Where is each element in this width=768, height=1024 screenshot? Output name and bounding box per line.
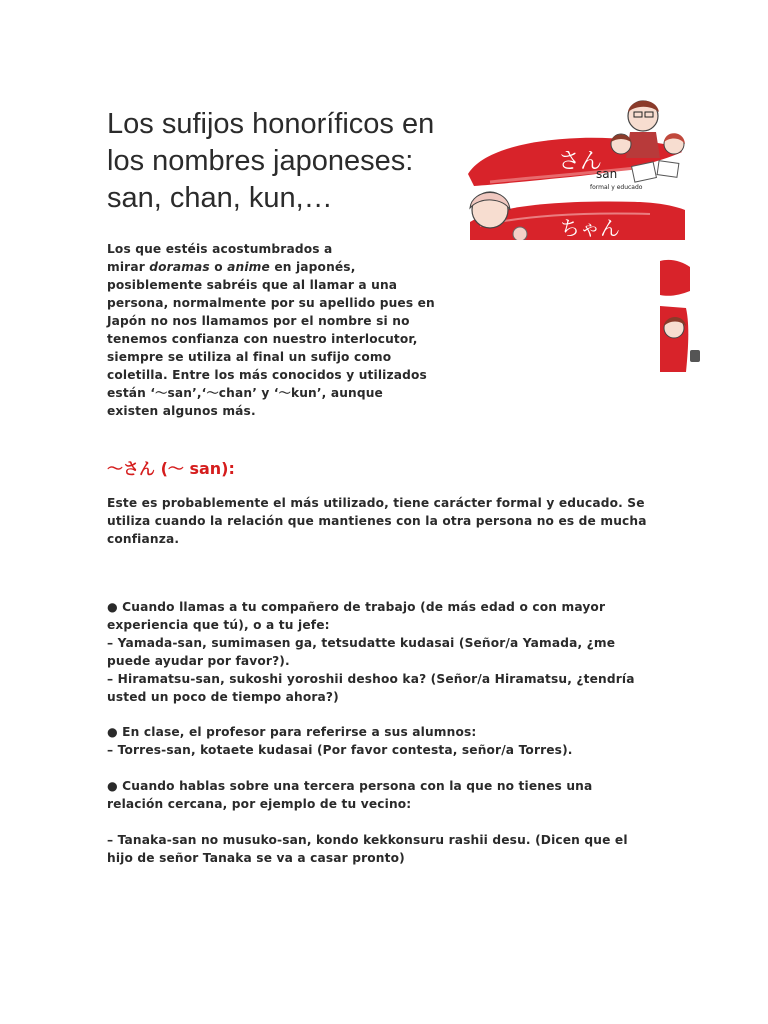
paragraph-line: relación cercana, por ejemplo de tu vecino: [107, 797, 412, 811]
title-line: Los sufijos honoríficos en [107, 108, 435, 140]
paragraph-line: puede ayudar por favor?). [107, 654, 290, 668]
intro-text: o [209, 260, 228, 274]
title-line: los nombres japoneses: [107, 145, 414, 177]
paragraph-line: – Yamada-san, sumimasen ga, tetsudatte kudasai (Señor/a Yamada, ¿me [107, 636, 616, 650]
title-line: san, chan, kun,… [107, 182, 333, 214]
paragraph-line: ● Cuando llamas a tu compañero de trabajo (de más edad o con mayor [107, 600, 606, 614]
character-fragment-illustration [660, 306, 704, 374]
intro-line: tenemos confianza con nuestro interlocutor, [107, 332, 418, 346]
paragraph-line: confianza. [107, 532, 180, 546]
intro-line: coletilla. Entre los más conocidos y utilizados [107, 368, 427, 382]
page-title [107, 106, 447, 217]
paragraph-line: ● En clase, el profesor para referirse a sus alumnos: [107, 725, 477, 739]
classroom-example-paragraph [107, 723, 667, 759]
paragraph-line: Este es probablemente el más utilizado, tiene carácter formal y educado. Se [107, 496, 645, 510]
intro-line: posiblemente sabréis que al llamar a una [107, 278, 398, 292]
romaji-san-label: san [596, 167, 618, 181]
intro-line [107, 258, 452, 276]
brush-stroke-fragment [660, 255, 692, 299]
intro-paragraph [107, 240, 452, 420]
anime-term: anime [227, 260, 270, 274]
honorifics-illustration [460, 92, 710, 240]
intro-line: siempre se utiliza al final un sufijo como [107, 350, 392, 364]
doramas-term: doramas [149, 260, 210, 274]
paragraph-line: usted un poco de tiempo ahora?) [107, 690, 339, 704]
paragraph-line: utiliza cuando la relación que mantienes con la otra persona no es de mucha [107, 514, 647, 528]
intro-line: existen algunos más. [107, 404, 256, 418]
paragraph-line: ● Cuando hablas sobre una tercera persona con la que no tienes una [107, 779, 593, 793]
paragraph-line: hijo de señor Tanaka se va a casar pronto) [107, 851, 405, 865]
paragraph-line: – Torres-san, kotaete kudasai (Por favor contesta, señor/a Torres). [107, 743, 573, 757]
intro-line: Japón no nos llamamos por el nombre si no [107, 314, 410, 328]
kana-chan-label: ちゃん [560, 216, 620, 240]
kana-san-label: さん [558, 149, 603, 174]
intro-line: persona, normalmente por su apellido pues en [107, 296, 435, 310]
intro-line: Los que estéis acostumbrados a [107, 242, 333, 256]
san-description-paragraph [107, 494, 667, 548]
paragraph-line: experiencia que tú), o a tu jefe: [107, 618, 330, 632]
san-note-label: formal y educado [590, 184, 643, 191]
paragraph-line: – Tanaka-san no musuko-san, kondo kekkonsuru rashii desu. (Dicen que el [107, 833, 628, 847]
tanaka-example-paragraph [107, 831, 667, 867]
intro-text: mirar [107, 260, 150, 274]
intro-text: en japonés, [269, 260, 356, 274]
coworker-example-paragraph [107, 598, 667, 706]
third-person-example-paragraph [107, 777, 667, 813]
intro-line: están ‘～san’,‘～chan’ y ‘～kun’, aunque [107, 386, 383, 400]
section-heading-san: ～さん (～ san): [107, 459, 235, 478]
paragraph-line: – Hiramatsu-san, sukoshi yoroshii deshoo ka? (Señor/a Hiramatsu, ¿tendría [107, 672, 635, 686]
